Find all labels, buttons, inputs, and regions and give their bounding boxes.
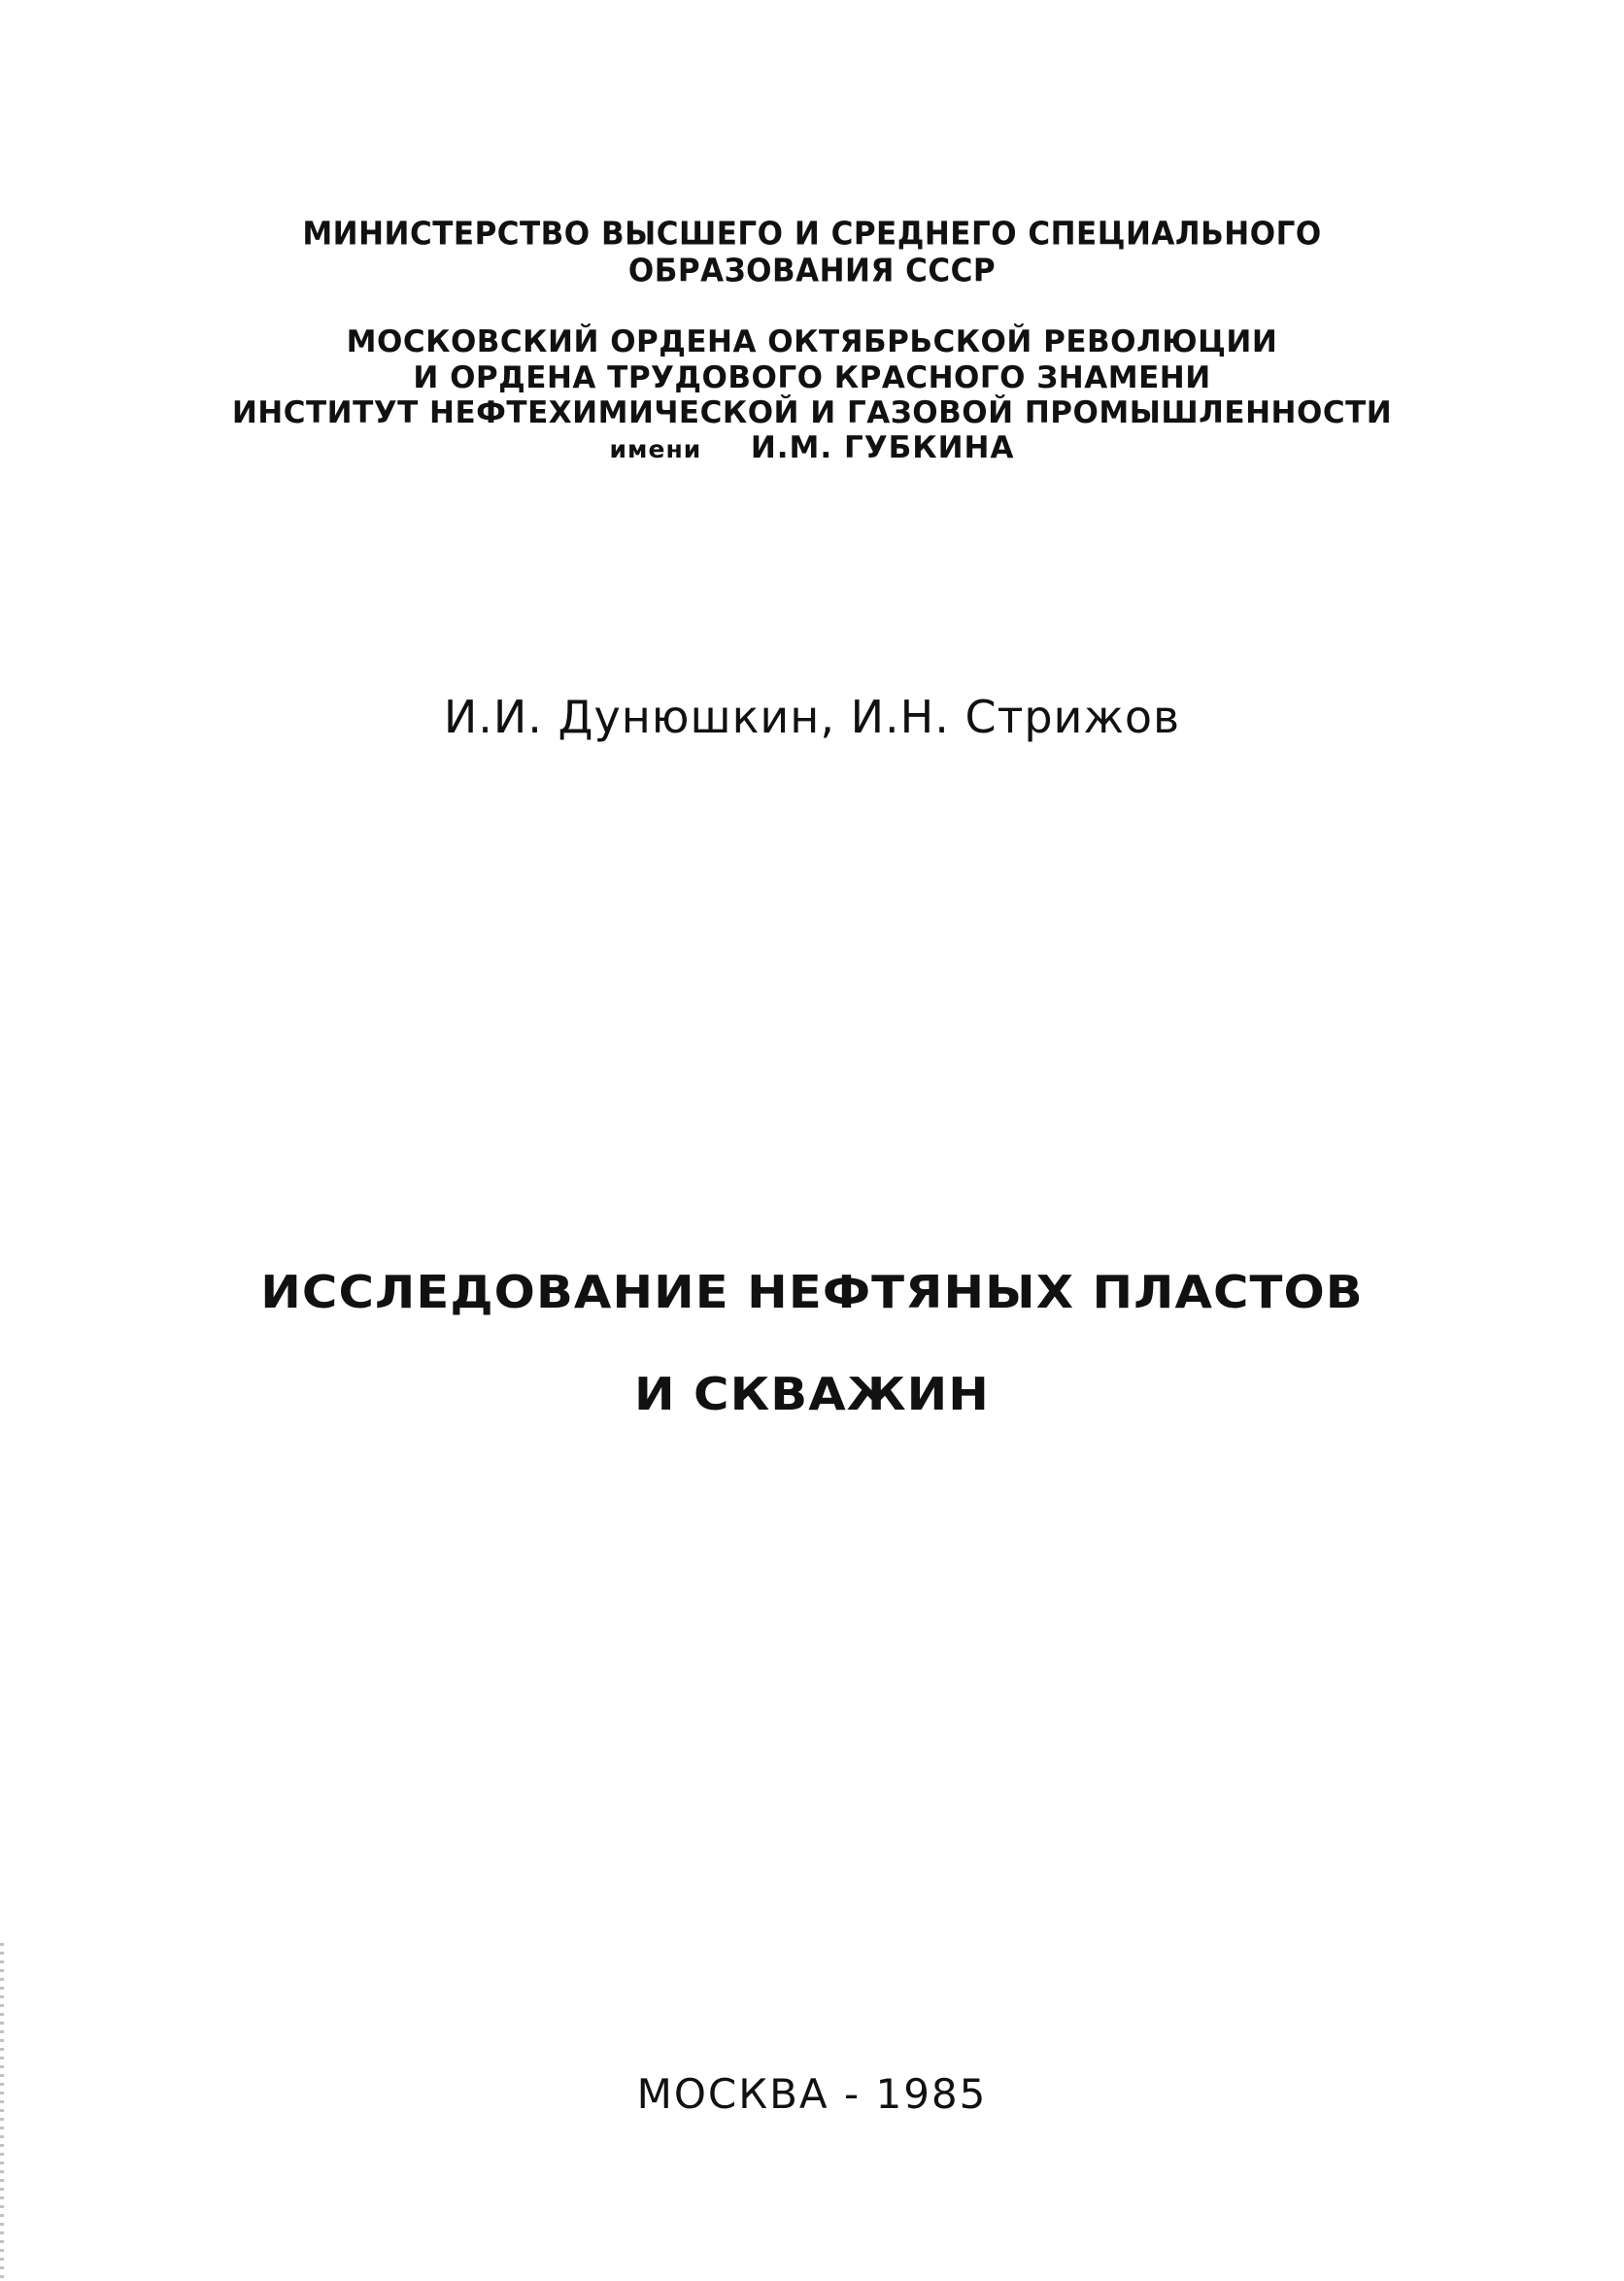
book-title-line-2: И СКВАЖИН xyxy=(634,1368,990,1420)
ministry-line-1: МИНИСТЕРСТВО ВЫСШЕГО И СРЕДНЕГО СПЕЦИАЛЬНОГО xyxy=(302,216,1322,253)
institute-imeni: имени xyxy=(609,435,702,463)
institute-line-1: МОСКОВСКИЙ ОРДЕНА ОКТЯБРЬСКОЙ РЕВОЛЮЦИИ xyxy=(346,324,1278,359)
authors: И.И. Дунюшкин, И.Н. Стрижов xyxy=(443,691,1181,743)
book-title-line-1: ИССЛЕДОВАНИЕ НЕФТЯНЫХ ПЛАСТОВ xyxy=(260,1266,1364,1318)
scan-edge-mark xyxy=(0,1943,4,2281)
institute-line-4 xyxy=(0,430,1624,465)
ministry-line-2: ОБРАЗОВАНИЯ СССР xyxy=(627,253,997,289)
institute-namesake: И.М. ГУБКИНА xyxy=(750,430,1015,465)
institute-line-2: И ОРДЕНА ТРУДОВОГО КРАСНОГО ЗНАМЕНИ xyxy=(413,360,1211,395)
imprint-city-year: МОСКВА - 1985 xyxy=(636,2070,988,2118)
institute-line-3: ИНСТИТУТ НЕФТЕХИМИЧЕСКОЙ И ГАЗОВОЙ ПРОМЫШЛЕННОСТИ xyxy=(231,395,1393,430)
